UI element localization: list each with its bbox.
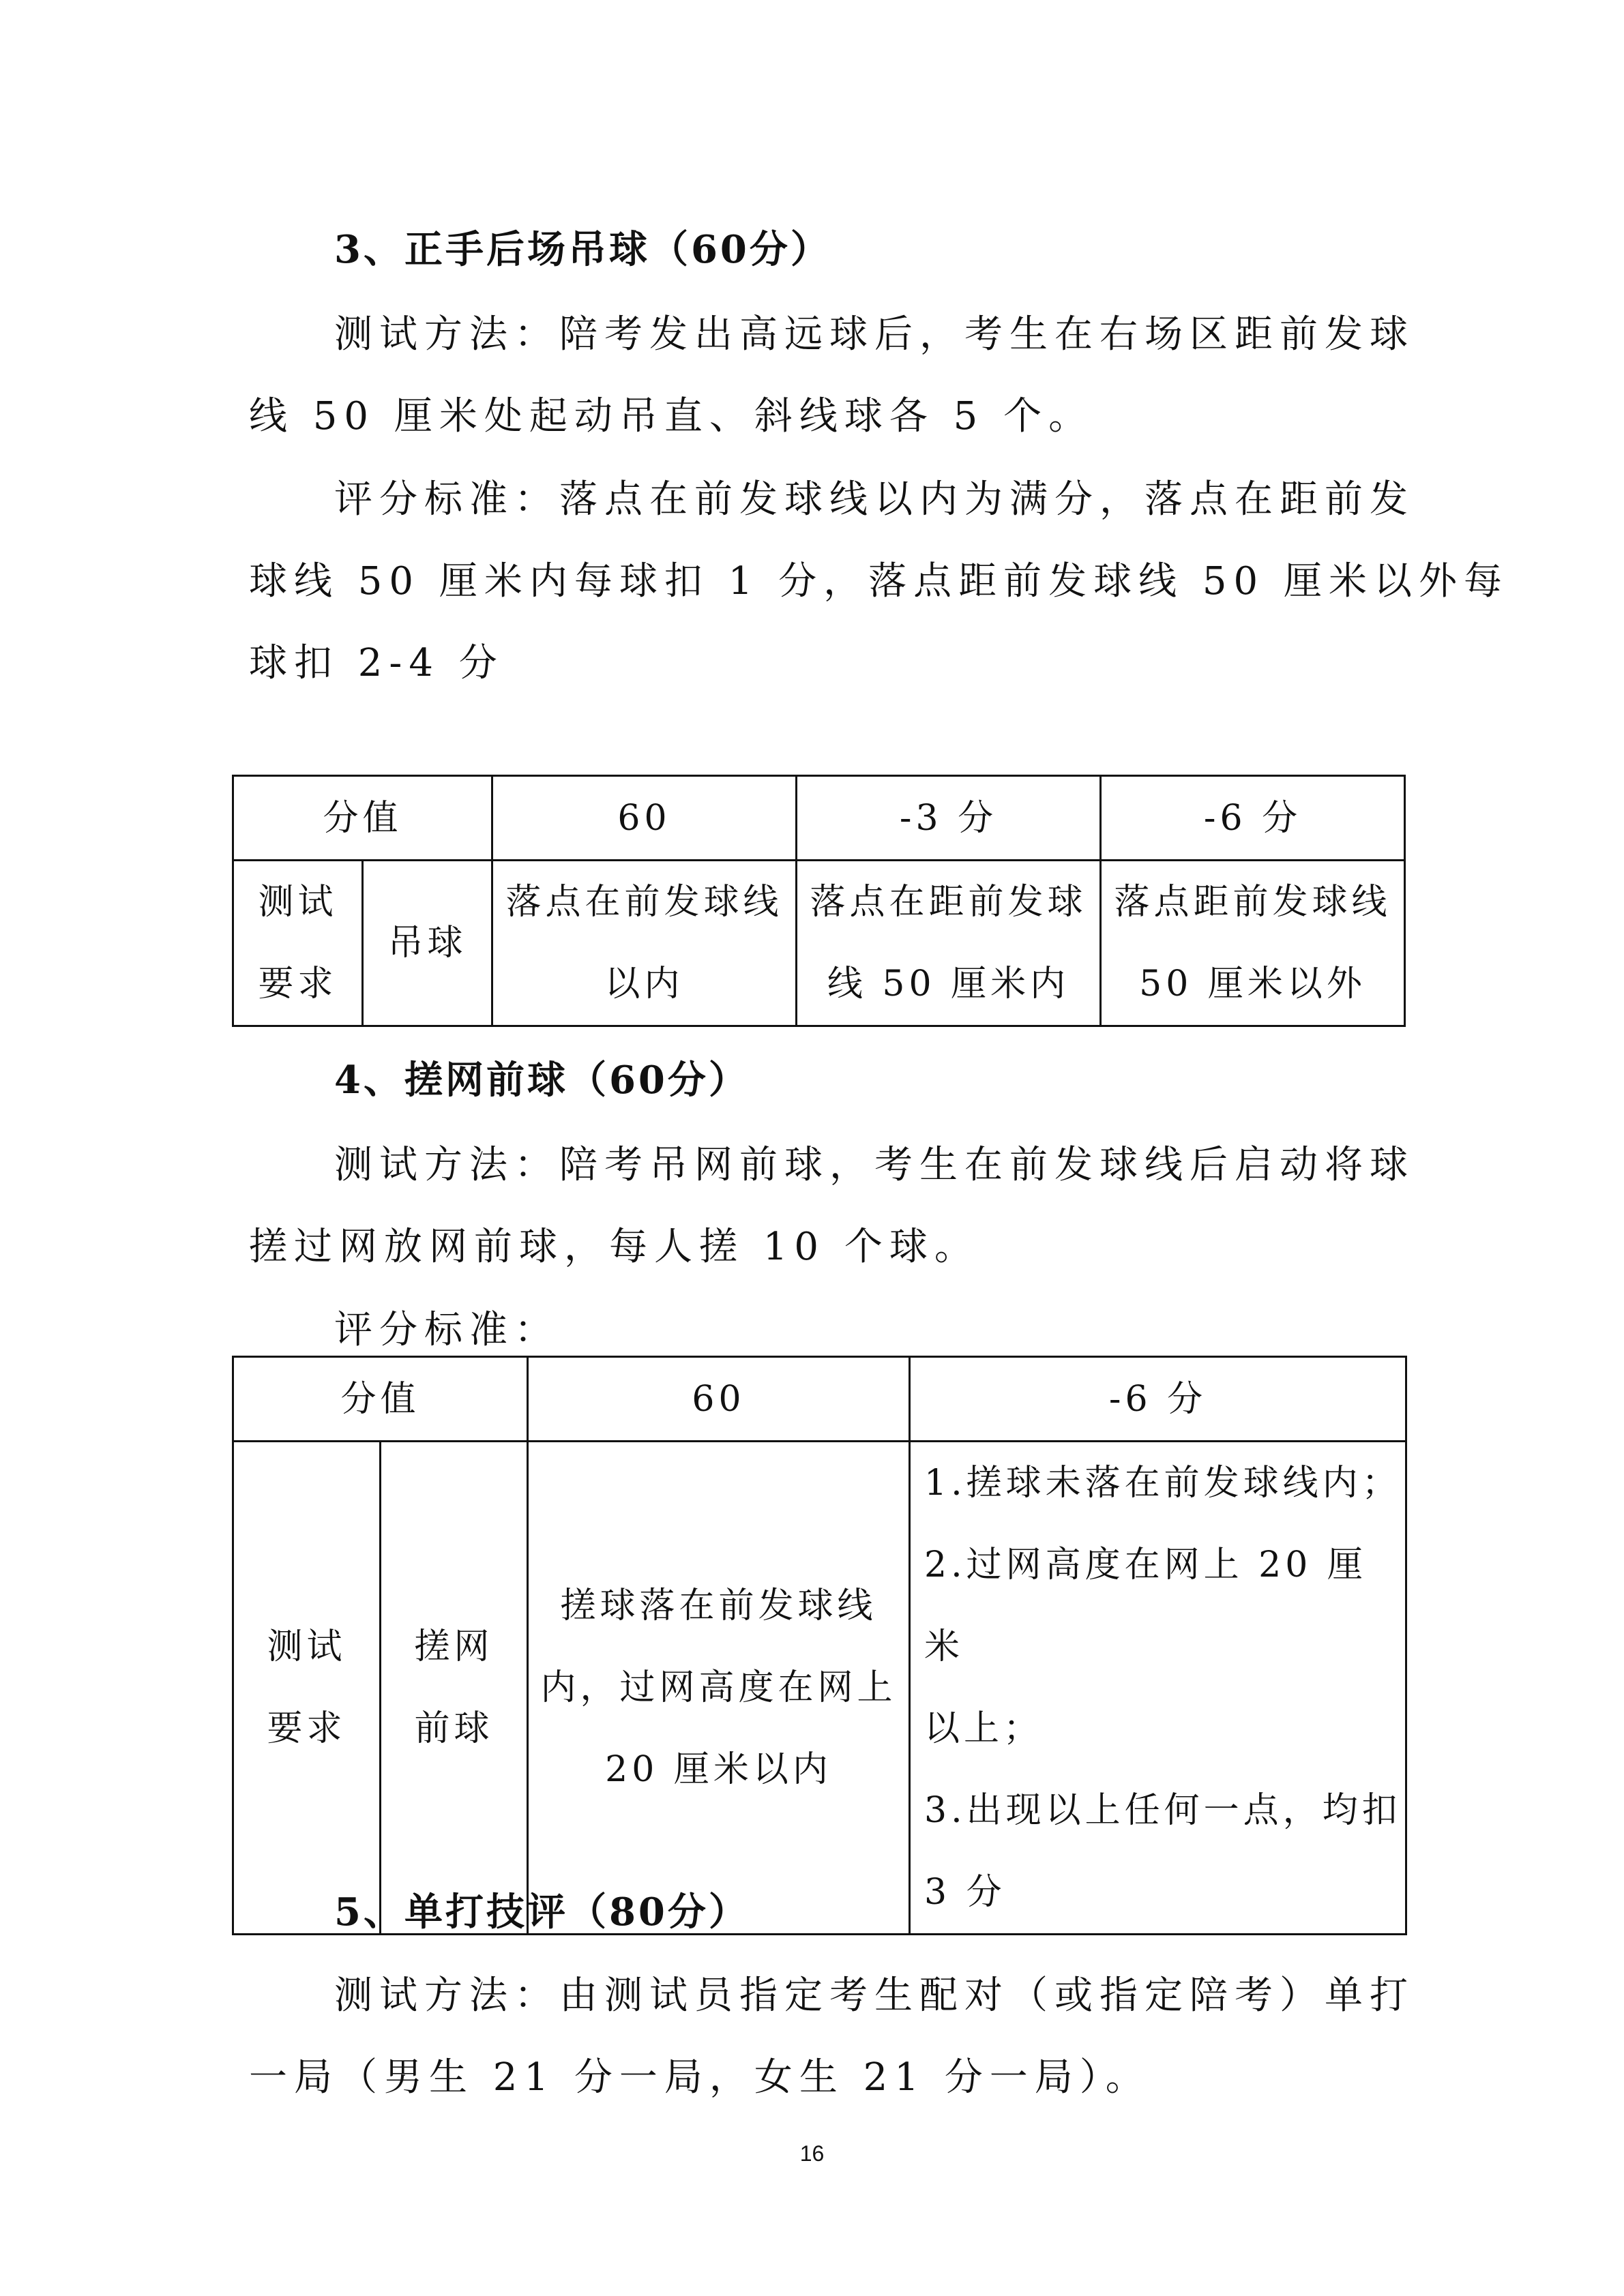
minus-6-header: -6 分 <box>910 1357 1406 1442</box>
minus-3-header: -3 分 <box>797 776 1101 861</box>
full-score-cell: 搓球落在前发球线 内，过网高度在网上 20 厘米以内 <box>528 1442 910 1935</box>
section-3-score-table <box>232 775 1406 1027</box>
item-cell: 搓网 前球 <box>381 1442 528 1935</box>
minus-6-cell: 落点距前发球线 50 厘米以外 <box>1101 861 1405 1026</box>
section-4-heading: 4、搓网前球（60分） <box>334 1058 750 1103</box>
section-4-criteria-label: 评分标准： <box>334 1308 559 1352</box>
section-5-method-line-1: 测试方法：由测试员指定考生配对（或指定陪考）单打 <box>334 1973 1415 2018</box>
table-header-row <box>233 1357 1406 1442</box>
section-3-criteria-line-2: 球线 50 厘米内每球扣 1 分，落点距前发球线 50 厘米以外每 <box>249 559 1509 603</box>
deduction-cell: 1.搓球未落在前发球线内； 2.过网高度在网上 20 厘米 以上； 3.出现以上任何一点，均扣 3 分 <box>910 1442 1406 1935</box>
full-score-cell: 落点在前发球线 以内 <box>492 861 797 1026</box>
minus-3-cell: 落点在距前发球 线 50 厘米内 <box>797 861 1101 1026</box>
item-cell: 吊球 <box>363 861 492 1026</box>
score-label-cell: 分值 <box>233 776 492 861</box>
section-4-score-table <box>232 1356 1407 1935</box>
section-3-criteria-line-3: 球扣 2-4 分 <box>249 641 504 685</box>
page-number: 16 <box>799 2141 825 2166</box>
section-3-method-line-2: 线 50 厘米处起动吊直、斜线球各 5 个。 <box>249 394 1094 438</box>
table-row <box>233 861 1405 1026</box>
minus-6-header: -6 分 <box>1101 776 1405 861</box>
section-4-method-line-2: 搓过网放网前球，每人搓 10 个球。 <box>249 1225 979 1269</box>
test-requirement-cell: 测试 要求 <box>233 1442 381 1935</box>
section-5-method-line-2: 一局（男生 21 分一局，女生 21 分一局）。 <box>249 2055 1151 2100</box>
table-row <box>233 1442 1406 1935</box>
score-label-cell: 分值 <box>233 1357 528 1442</box>
test-requirement-cell: 测试 要求 <box>233 861 363 1026</box>
section-3-criteria-line-1: 评分标准：落点在前发球线以内为满分，落点在距前发 <box>334 477 1415 522</box>
full-score-header: 60 <box>492 776 797 861</box>
section-3-heading: 3、正手后场吊球（60分） <box>334 227 831 272</box>
table-header-row <box>233 776 1405 861</box>
section-3-method-line-1: 测试方法：陪考发出高远球后，考生在右场区距前发球 <box>334 312 1415 357</box>
section-5-heading: 5、单打技评（80分） <box>334 1890 750 1935</box>
section-4-method-line-1: 测试方法：陪考吊网前球，考生在前发球线后启动将球 <box>334 1143 1415 1187</box>
full-score-header: 60 <box>528 1357 910 1442</box>
